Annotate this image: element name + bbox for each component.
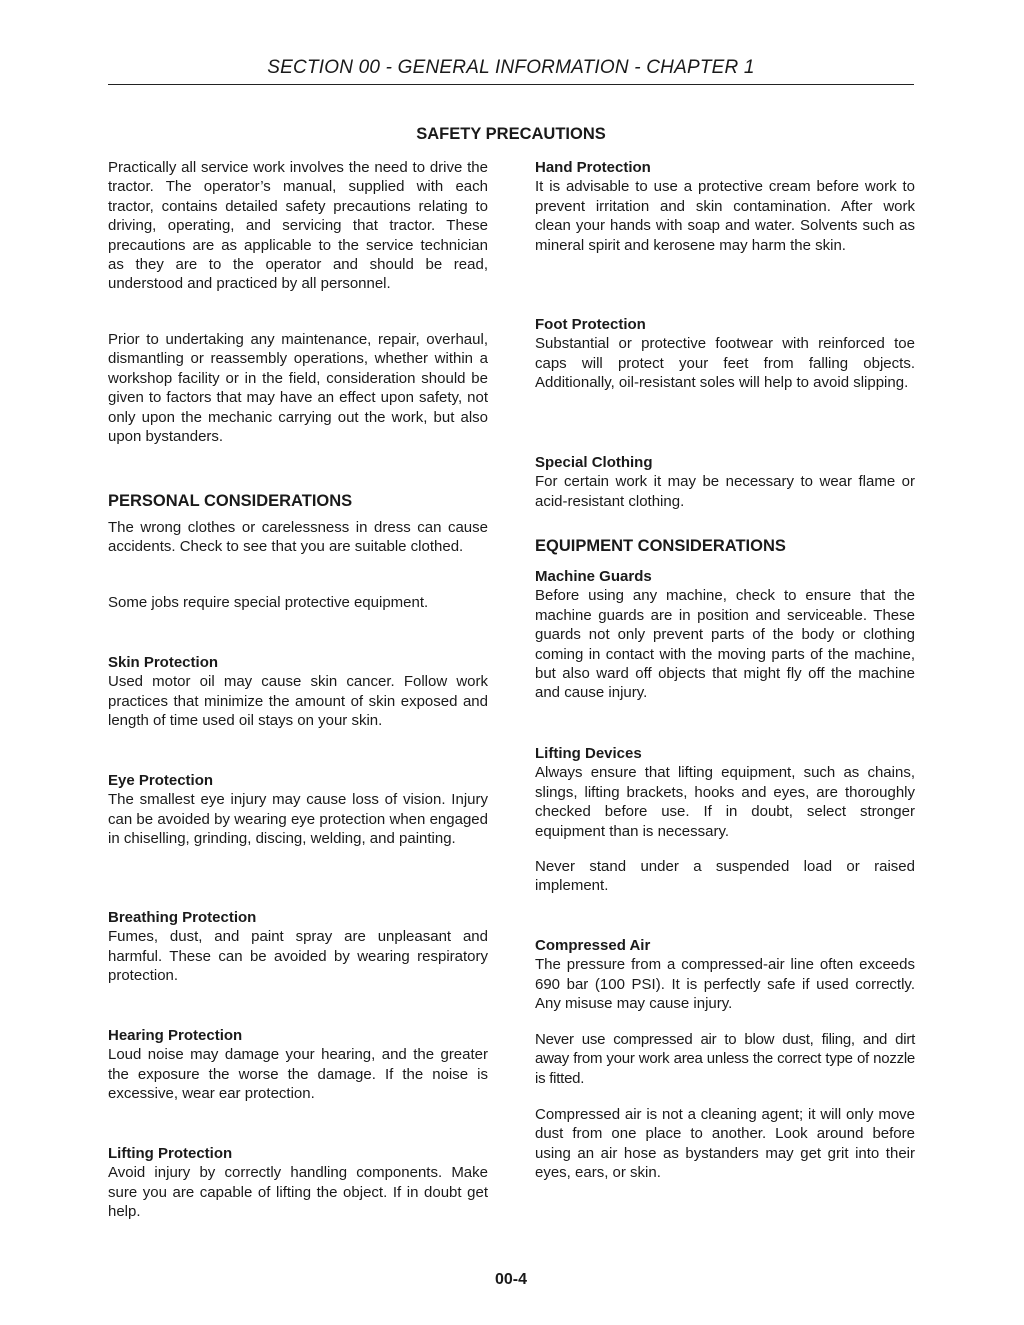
compressed-air-title: Compressed Air [535, 937, 651, 954]
compressed-air-text-3: Compressed air is not a cleaning agent; it will only move dust from one place to another. Look around before using an air hose as bystanders may get grit into their eyes, ears, or skin. [535, 1106, 915, 1182]
header-divider [108, 84, 914, 85]
foot-protection-text: Substantial or protective footwear with reinforced toe caps will protect your feet from falling objects. Additionally, oil-resistant soles will help to avoid slipping. [535, 335, 915, 392]
eye-protection-title: Eye Protection [108, 772, 214, 789]
personal-paragraph-2: Some jobs require special protective equipment. [108, 594, 429, 611]
compressed-air-text: The pressure from a compressed-air line often exceeds 690 bar (100 PSI). It is perfectly safe if used correctly. Any misuse may cause injury. [535, 956, 915, 1013]
special-clothing-section [535, 453, 915, 511]
skin-protection-section [108, 653, 488, 731]
breathing-protection-title: Breathing Protection [108, 909, 257, 926]
page-title: SAFETY PRECAUTIONS [416, 125, 606, 143]
foot-protection-title: Foot Protection [535, 316, 646, 333]
compressed-air-text-2: Never use compressed air to blow dust, filing, and dirt away from your work area unless the correct type of nozzle is fitted. [535, 1031, 915, 1087]
machine-guards-title: Machine Guards [535, 568, 652, 585]
compressed-air-section [535, 936, 915, 1014]
hearing-protection-section [108, 1026, 488, 1104]
hand-protection-text: It is advisable to use a protective cream before work to prevent irritation and skin contamination. After work clean your hands with soap and water. Solvents such as mineral spirit and kerosene may harm the skin. [535, 178, 915, 254]
breathing-protection-text: Fumes, dust, and paint spray are unpleasant and harmful. These can be avoided by wearing respiratory protection. [108, 928, 488, 985]
section-header: SECTION 00 - GENERAL INFORMATION - CHAPTER 1 [267, 57, 755, 78]
skin-protection-title: Skin Protection [108, 654, 219, 671]
hearing-protection-text: Loud noise may damage your hearing, and the greater the exposure the worse the damage. If the noise is excessive, wear ear protection. [108, 1046, 488, 1103]
machine-guards-section [535, 567, 915, 703]
lifting-devices-text-2: Never stand under a suspended load or raised implement. [535, 858, 915, 895]
skin-protection-text: Used motor oil may cause skin cancer. Follow work practices that minimize the amount of skin exposed and length of time used oil stays on your skin. [108, 673, 488, 730]
lifting-devices-section [535, 744, 915, 841]
personal-paragraph-1: The wrong clothes or carelessness in dress can cause accidents. Check to see that you are suitable clothed. [108, 519, 488, 556]
lifting-protection-title: Lifting Protection [108, 1145, 233, 1162]
hearing-protection-title: Hearing Protection [108, 1027, 243, 1044]
equipment-considerations-heading: EQUIPMENT CONSIDERATIONS [535, 537, 786, 555]
intro-paragraph-2: Prior to undertaking any maintenance, repair, overhaul, dismantling or reassembly operations, whether within a workshop facility or in the field, consideration should be given to factors that may have an effect upon safety, not only upon the mechanic carrying out the work, but also upon bystanders. [108, 331, 488, 446]
machine-guards-text: Before using any machine, check to ensure that the machine guards are in position and serviceable. These guards not only prevent parts of the body or clothing coming in contact with the moving parts of the machine, but also ward off objects that might fly off the machine and cause injury. [535, 587, 915, 702]
page-number: 00-4 [494, 1271, 528, 1288]
intro-paragraph-1: Practically all service work involves the need to drive the tractor. The operator’s manual, supplied with each tractor, contains detailed safety precautions relating to driving, operating, and servicing that tractor. These precautions are as applicable to the service technician as they are to the operator and should be read, understood and practiced by all personnel. [108, 159, 488, 293]
eye-protection-section [108, 771, 488, 849]
special-clothing-title: Special Clothing [535, 454, 653, 471]
eye-protection-text: The smallest eye injury may cause loss of vision. Injury can be avoided by wearing eye protection when engaged in chiselling, grinding, discing, welding, and painting. [108, 791, 488, 848]
breathing-protection-section [108, 908, 488, 986]
hand-protection-title: Hand Protection [535, 159, 651, 176]
lifting-devices-title: Lifting Devices [535, 745, 642, 762]
special-clothing-text: For certain work it may be necessary to wear flame or acid-resistant clothing. [535, 473, 915, 510]
hand-protection-section [535, 158, 915, 255]
lifting-protection-section [108, 1144, 488, 1222]
lifting-protection-text: Avoid injury by correctly handling components. Make sure you are capable of lifting the object. If in doubt get help. [108, 1164, 488, 1221]
foot-protection-section [535, 315, 915, 393]
lifting-devices-text: Always ensure that lifting equipment, such as chains, slings, lifting brackets, hooks and eyes, are thoroughly checked before use. If in doubt, select stronger equipment than is necessary. [535, 764, 915, 840]
personal-considerations-heading: PERSONAL CONSIDERATIONS [108, 492, 353, 510]
